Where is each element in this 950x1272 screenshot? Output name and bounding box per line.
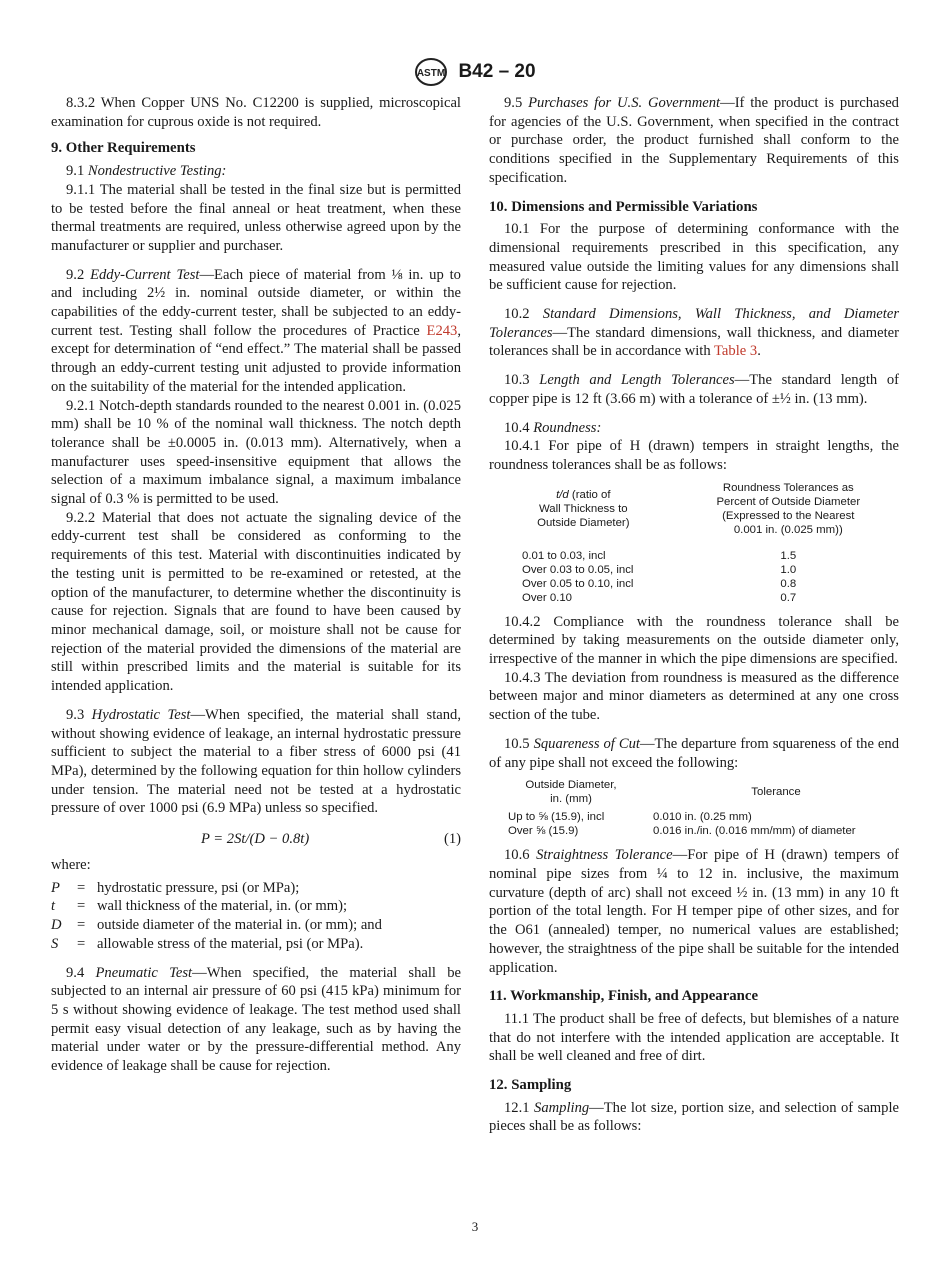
para-10-4-1: 10.4.1 For pipe of H (drawn) tempers in straight lengths, the roundness tolerances shall be as follows: — [489, 438, 899, 473]
tolerance-header: Tolerance — [751, 786, 801, 799]
para-9-2-1: 9.2.1 Notch-depth standards rounded to the nearest 0.001 in. (0.025 mm) shall be 10 % of the nominal wall thickness. The notch depth tolerance shall be ±0.0005 in. (0.013 mm). Alternatively, when a manufacturer uses speed-insensitive equipment that allows the selection of a maximum imbalance signal, a maximum imbalance signal of 0.3 % is permitted to be used. — [51, 397, 461, 508]
variable-row: D = outside diameter of the material in. (or mm); and — [51, 917, 382, 934]
equation-formula: P = 2St/(D − 0.8t) — [201, 831, 310, 848]
para-9-1: 9.1 Nondestructive Testing: — [66, 163, 227, 180]
roundness-tolerance-header: Roundness Tolerances as Percent of Outside Diameter (Expressed to the Nearest 0.001 in. (0.025 mm)) — [716, 481, 861, 536]
section-9-heading: 9. Other Requirements — [51, 140, 196, 157]
table-row: 0.01 to 0.03, incl 1.5 — [522, 549, 797, 562]
squareness-table — [489, 778, 899, 838]
table-row: Over 0.05 to 0.10, incl 0.8 — [522, 577, 797, 590]
para-9-2: 9.2 Eddy-Current Test—Each piece of material from ⅛ in. up to and including 2½ in. nominal outside diameter, or within the capabilities of the eddy-current tester, shall be subjected to an eddy-current test. Testing shall follow the procedures of Practice E243, except for determination of “end effect.” The material shall be passed through an eddy-current testing unit adjusted to provide information on the suitability of the material for the intended application. — [51, 266, 461, 395]
astm-logo-icon — [414, 57, 448, 87]
para-10-3: 10.3 Length and Length Tolerances—The standard length of copper pipe is 12 ft (3.66 m) with a tolerance of ±½ in. (13 mm). — [489, 372, 899, 407]
where-label: where: — [51, 857, 91, 874]
para-10-5: 10.5 Squareness of Cut—The departure from squareness of the end of any pipe shall not exceed the following: — [489, 735, 900, 771]
table-3-link[interactable]: Table 3 — [714, 343, 758, 360]
para-9-5: 9.5 Purchases for U.S. Government—If the product is purchased for agencies of the U.S. Government, when specified in the contract or purchase order, the product furnished shall conform to the conditions specified in the Supplementary Requirements of this specification. — [489, 95, 899, 186]
outside-diameter-header: Outside Diameter, in. (mm) — [525, 779, 617, 806]
para-10-4: 10.4 Roundness: — [504, 419, 602, 436]
equation-1 — [51, 828, 461, 850]
roundness-table-header — [489, 481, 899, 549]
para-9-2-2: 9.2.2 Material that does not actuate the signaling device of the eddy-current test shall be considered as conforming to the requirements of this test. Material with discontinuities indicated by the testing unit is permitted to be re-examined or retested, at the option of the manufacturer, to determine whether the discontinuity is cause for rejection. Signals that are found to have been caused by minor mechanical damage, soil, or moisture shall not be cause for rejection of the material provided the dimensions of the material are still within prescribed limits and the material is suitable for its intended application. — [51, 509, 461, 695]
ratio-header: t/d (ratio of Wall Thickness to Outside Diameter) — [537, 488, 630, 529]
para-9-3: 9.3 Hydrostatic Test—When specified, the material shall stand, without showing evidence of leakage, an internal hydrostatic pressure sufficient to subject the material to a fiber stress of 6000 psi (41 MPa), determined by the following equation for thin hollow cylinders under tension. The material need not be tested at a hydrostatic pressure of over 1000 psi (6.9 MPa) unless so specified. — [51, 706, 461, 817]
squareness-table-header — [489, 778, 899, 810]
table-row: Up to ⅝ (15.9), incl 0.010 in. (0.25 mm) — [508, 811, 752, 824]
para-10-2: 10.2 Standard Dimensions, Wall Thickness, and Diameter Tolerances—The standard dimensions, wall thickness, and diameter tolerances shall be in accordance with Table 3. — [489, 306, 899, 360]
para-10-6: 10.6 Straightness Tolerance—For pipe of H (drawn) tempers of nominal pipe sizes from ¼ to 12 in. inclusive, the maximum curvature (depth of arc) shall not exceed ½ in. (13 mm) in any 10 ft portion of the total length. For H temper pipe of other sizes, and for the O61 (annealed) temper, no numerical values are established; however, the straightness of the pipe shall be suitable for the intended application. — [489, 847, 899, 976]
variable-list — [51, 879, 461, 954]
page-number: 3 — [471, 1219, 479, 1234]
variable-row: P = hydrostatic pressure, psi (or MPa); — [51, 879, 300, 896]
para-10-4-3: 10.4.3 The deviation from roundness is measured as the difference between major and minor diameters as determined at any one cross section of the tube. — [489, 669, 899, 724]
document-code: B42 – 20 — [458, 61, 536, 82]
table-row: Over 0.03 to 0.05, incl 1.0 — [522, 563, 797, 576]
para-10-4-2: 10.4.2 Compliance with the roundness tolerance shall be determined by taking measurements on the outside diameter only, irrespective of the manner in which the pipe dimensions are specified. — [489, 613, 899, 668]
variable-row: S = allowable stress of the material, psi (or MPa). — [51, 935, 364, 952]
roundness-table — [489, 481, 899, 605]
section-12-heading: 12. Sampling — [489, 1077, 572, 1094]
table-row: Over ⅝ (15.9) 0.016 in./in. (0.016 mm/mm) of diameter — [508, 825, 856, 838]
table-row: Over 0.10 0.7 — [522, 591, 797, 604]
left-column — [51, 94, 461, 1076]
page-header — [0, 57, 950, 87]
section-11-heading: 11. Workmanship, Finish, and Appearance — [489, 988, 759, 1005]
para-9-1-1: 9.1.1 The material shall be tested in the final size but is permitted to be tested before the final anneal or heat treatment, when these thermal treatments are required, unless otherwise agreed upon by the manufacturer or supplier and purchaser. — [51, 181, 461, 254]
para-10-1: 10.1 For the purpose of determining conformance with the dimensional requirements prescribed in this specification, any measured value outside the limiting values for any dimensions shall be sufficient cause for rejection. — [489, 221, 899, 294]
para-11-1: 11.1 The product shall be free of defects, but blemishes of a nature that do not interfere with the intended application are acceptable. It shall be well cleaned and free of dirt. — [489, 1010, 899, 1065]
e243-link[interactable]: E243 — [426, 322, 458, 339]
right-column — [489, 94, 899, 1136]
para-8-3-2: 8.3.2 When Copper UNS No. C12200 is supplied, microscopical examination for cuprous oxide is not required. — [51, 95, 461, 130]
section-10-heading: 10. Dimensions and Permissible Variations — [489, 198, 758, 215]
para-12-1: 12.1 Sampling—The lot size, portion size, and selection of sample pieces shall be as follows: — [489, 1099, 899, 1135]
variable-row: t = wall thickness of the material, in. (or mm); — [51, 898, 348, 915]
para-9-4: 9.4 Pneumatic Test—When specified, the material shall be subjected to an internal air pressure of 60 psi (415 kPa) minimum for 5 s without showing evidence of leakage. The test method used shall permit easy visual detection of any leakage, such as by having the material under water or by the pressure-differential method. Any evidence of leakage shall be cause for rejection. — [51, 964, 461, 1075]
svg-text:ASTM: ASTM — [417, 68, 446, 79]
equation-number: (1) — [443, 831, 461, 848]
